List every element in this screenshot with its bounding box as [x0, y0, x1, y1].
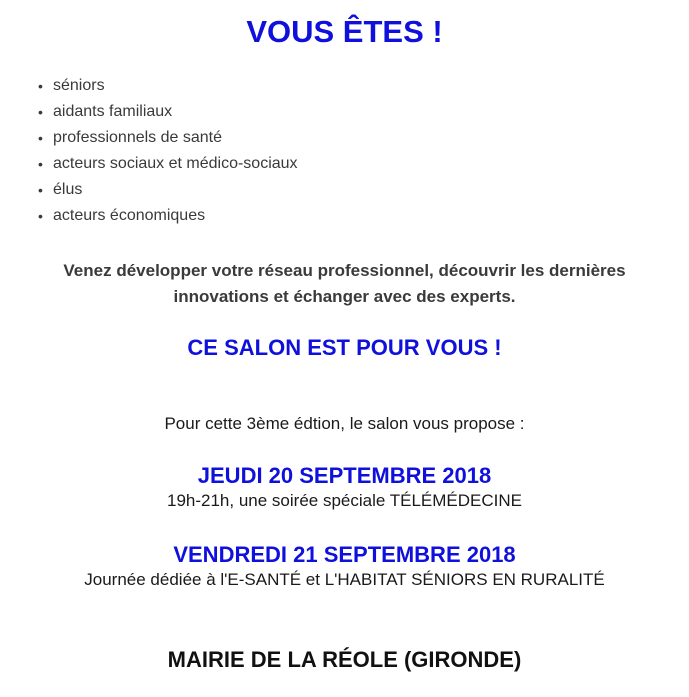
list-item: • acteurs économiques [38, 203, 298, 229]
list-item: • professionnels de santé [38, 125, 298, 151]
page-title: VOUS ÊTES ! [246, 14, 443, 49]
intro-line-2: innovations et échanger avec des experts. [173, 287, 516, 306]
list-item: • élus [38, 177, 298, 203]
event-description-thursday: 19h-21h, une soirée spéciale TÉLÉMÉDECINE [167, 491, 522, 510]
list-item: • acteurs sociaux et médico-sociaux [38, 151, 298, 177]
event-location: MAIRIE DE LA RÉOLE (GIRONDE) [167, 647, 522, 672]
list-item: • aidants familiaux [38, 99, 298, 125]
edition-text: Pour cette 3ème édtion, le salon vous propose : [164, 414, 525, 433]
list-item: • séniors [38, 73, 298, 99]
intro-text [0, 258, 689, 310]
event-date-friday: VENDREDI 21 SEPTEMBRE 2018 [173, 542, 516, 567]
event-description-friday: Journée dédiée à l'E-SANTÉ et L'HABITAT SÉNIORS EN RURALITÉ [84, 570, 605, 589]
callout-heading: CE SALON EST POUR VOUS ! [187, 335, 502, 360]
intro-line-1: Venez développer votre réseau professionnel, découvrir les dernières [63, 261, 626, 280]
audience-list [38, 73, 298, 229]
event-date-thursday: JEUDI 20 SEPTEMBRE 2018 [197, 463, 492, 488]
